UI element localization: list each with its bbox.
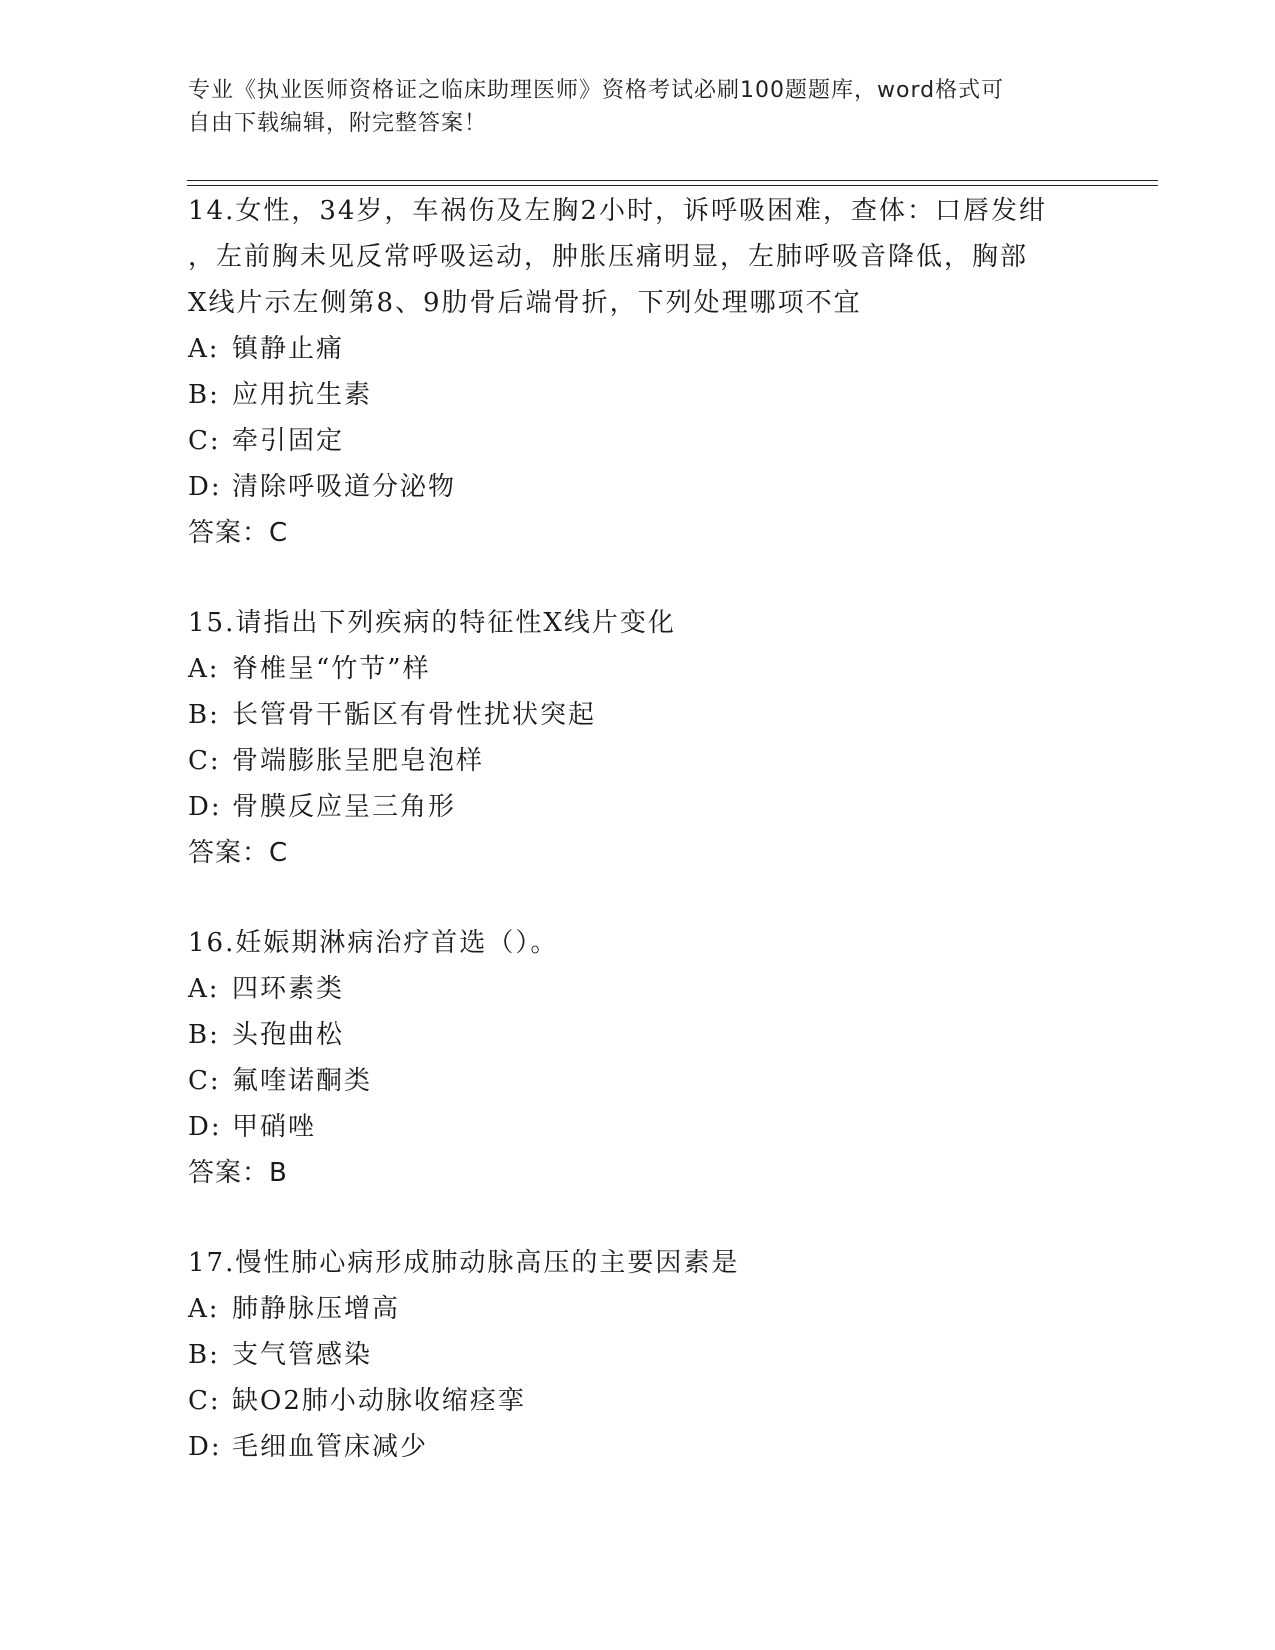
spacer <box>188 556 1088 600</box>
spacer <box>188 876 1088 920</box>
option-letter: C: <box>188 1386 221 1416</box>
option-letter: D: <box>188 792 222 822</box>
option-d <box>188 1104 1088 1150</box>
question-stem-line: 16.妊娠期淋病治疗首选（）。 <box>188 928 559 958</box>
option-text: 氟喹诺酮类 <box>232 1066 373 1096</box>
question-stem <box>188 920 1088 966</box>
option-c <box>188 738 1088 784</box>
option-text: 甲硝唑 <box>232 1112 317 1142</box>
option-letter: D: <box>188 472 222 502</box>
option-text: 肺静脉压增高 <box>232 1294 401 1324</box>
option-letter: B: <box>188 1020 220 1050</box>
option-text: 支气管感染 <box>232 1340 373 1370</box>
option-letter: A: <box>188 974 220 1004</box>
question-block <box>188 188 1088 556</box>
option-letter: B: <box>188 1340 220 1370</box>
option-text: 四环素类 <box>232 974 345 1004</box>
question-list <box>188 188 1088 1470</box>
option-letter: A: <box>188 654 220 684</box>
option-letter: B: <box>188 700 220 730</box>
option-text: 毛细血管床减少 <box>232 1432 429 1462</box>
question-stem <box>188 1240 1088 1286</box>
option-letter: B: <box>188 380 220 410</box>
question-stem-line: 17.慢性肺心病形成肺动脉高压的主要因素是 <box>188 1248 740 1278</box>
option-text: 应用抗生素 <box>232 380 373 410</box>
option-letter: A: <box>188 1294 220 1324</box>
option-d <box>188 1424 1088 1470</box>
option-a <box>188 646 1088 692</box>
option-letter: C: <box>188 746 221 776</box>
option-letter: C: <box>188 1066 221 1096</box>
spacer <box>188 1196 1088 1240</box>
header-divider-bottom <box>187 185 1158 186</box>
option-a <box>188 1286 1088 1332</box>
option-text: 缺O2肺小动脉收缩痉挛 <box>232 1386 526 1416</box>
option-letter: A: <box>188 334 220 364</box>
option-c <box>188 418 1088 464</box>
question-stem-line: X线片示左侧第8、9肋骨后端骨折，下列处理哪项不宜 <box>188 288 862 318</box>
question-block <box>188 920 1088 1196</box>
option-text: 镇静止痛 <box>232 334 345 364</box>
option-c <box>188 1058 1088 1104</box>
question-stem-line: ，左前胸未见反常呼吸运动，肿胀压痛明显，左肺呼吸音降低，胸部 <box>188 242 1029 272</box>
answer-line: 答案：B <box>188 1158 288 1188</box>
question-stem-line: 15.请指出下列疾病的特征性X线片变化 <box>188 608 676 638</box>
option-d <box>188 464 1088 510</box>
option-text: 清除呼吸道分泌物 <box>232 472 457 502</box>
header-line-2: 自由下载编辑，附完整答案！ <box>188 111 488 136</box>
option-b <box>188 692 1088 738</box>
option-text: 头孢曲松 <box>232 1020 345 1050</box>
option-c <box>188 1378 1088 1424</box>
question-stem <box>188 188 1088 326</box>
option-letter: C: <box>188 426 221 456</box>
document-header <box>188 74 1088 140</box>
option-a <box>188 326 1088 372</box>
option-text: 脊椎呈“竹节”样 <box>232 654 431 684</box>
option-b <box>188 1332 1088 1378</box>
option-b <box>188 1012 1088 1058</box>
option-letter: D: <box>188 1432 222 1462</box>
option-text: 骨膜反应呈三角形 <box>232 792 457 822</box>
question-block <box>188 1240 1088 1470</box>
option-letter: D: <box>188 1112 222 1142</box>
question-block <box>188 600 1088 876</box>
option-b <box>188 372 1088 418</box>
option-d <box>188 784 1088 830</box>
header-line-1: 专业《执业医师资格证之临床助理医师》资格考试必刷100题题库，word格式可 <box>188 78 1005 103</box>
header-divider-top <box>187 180 1158 181</box>
question-stem-line: 14.女性，34岁，车祸伤及左胸2小时，诉呼吸困难，查体：口唇发绀 <box>188 196 1047 226</box>
answer-line: 答案：C <box>188 518 289 548</box>
answer-line: 答案：C <box>188 838 289 868</box>
option-text: 牵引固定 <box>232 426 345 456</box>
option-a <box>188 966 1088 1012</box>
question-stem <box>188 600 1088 646</box>
option-text: 长管骨干骺区有骨性扰状突起 <box>232 700 597 730</box>
option-text: 骨端膨胀呈肥皂泡样 <box>232 746 485 776</box>
